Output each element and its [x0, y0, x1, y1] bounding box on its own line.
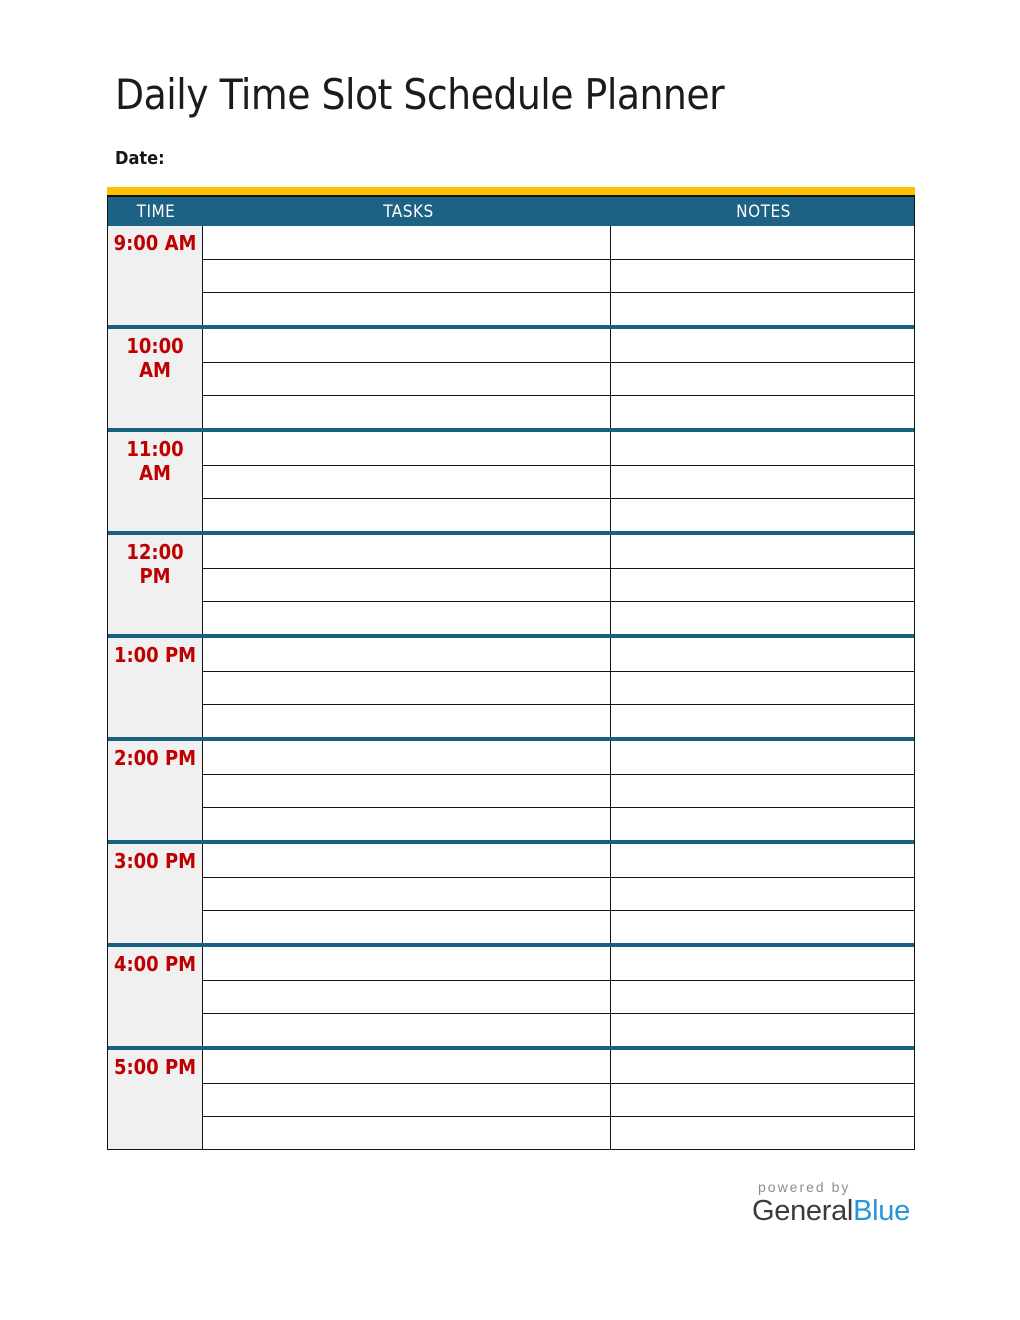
schedule-row: [203, 704, 914, 737]
task-cell: [203, 363, 611, 395]
task-rows: [203, 638, 914, 737]
note-cell: [611, 705, 914, 737]
task-rows: [203, 535, 914, 634]
task-cell: [203, 981, 611, 1013]
time-slot-block: [108, 432, 914, 535]
task-rows: [203, 741, 914, 840]
task-cell: [203, 672, 611, 704]
time-slot-block: [108, 1050, 914, 1150]
task-rows: [203, 844, 914, 943]
schedule-row: [203, 638, 914, 671]
note-cell: [611, 569, 914, 601]
schedule-row: [203, 432, 914, 465]
note-cell: [611, 293, 914, 325]
time-slot-label: 4:00 PM: [108, 947, 203, 1046]
task-cell: [203, 396, 611, 428]
note-cell: [611, 602, 914, 634]
task-cell: [203, 569, 611, 601]
note-cell: [611, 878, 914, 910]
note-cell: [611, 363, 914, 395]
schedule-row: [203, 362, 914, 395]
note-cell: [611, 329, 914, 362]
note-cell: [611, 1084, 914, 1116]
schedule-row: [203, 498, 914, 531]
task-cell: [203, 293, 611, 325]
task-rows: [203, 329, 914, 428]
task-cell: [203, 1084, 611, 1116]
note-cell: [611, 1117, 914, 1149]
note-cell: [611, 535, 914, 568]
schedule-row: [203, 844, 914, 877]
note-cell: [611, 844, 914, 877]
schedule-row: [203, 568, 914, 601]
task-cell: [203, 226, 611, 259]
header-cell-time: TIME: [136, 201, 176, 222]
task-cell: [203, 432, 611, 465]
schedule-row: [203, 601, 914, 634]
brand-footer: [752, 1179, 910, 1228]
time-slot-block: [108, 844, 914, 947]
schedule-row: [203, 226, 914, 259]
schedule-row: [203, 741, 914, 774]
note-cell: [611, 947, 914, 980]
schedule-row: [203, 1083, 914, 1116]
schedule-row: [203, 465, 914, 498]
task-rows: [203, 432, 914, 531]
task-cell: [203, 705, 611, 737]
brand-segment: Blue: [853, 1195, 910, 1227]
note-cell: [611, 466, 914, 498]
time-slot-label: 5:00 PM: [108, 1050, 203, 1149]
note-cell: [611, 741, 914, 774]
task-cell: [203, 911, 611, 943]
schedule-row: [203, 671, 914, 704]
schedule-row: [203, 807, 914, 840]
task-cell: [203, 1117, 611, 1149]
note-cell: [611, 226, 914, 259]
note-cell: [611, 981, 914, 1013]
powered-by-text: powered by: [758, 1179, 851, 1195]
time-slot-label: 9:00 AM: [108, 226, 203, 325]
schedule-row: [203, 259, 914, 292]
brand-wordmark: [752, 1196, 910, 1228]
time-slot-block: [108, 638, 914, 741]
date-label: Date:: [115, 148, 165, 169]
time-slot-block: [108, 947, 914, 1050]
schedule-row: [203, 1116, 914, 1149]
brand-segment: General: [752, 1195, 854, 1227]
task-cell: [203, 535, 611, 568]
task-cell: [203, 1014, 611, 1046]
task-cell: [203, 775, 611, 807]
task-cell: [203, 878, 611, 910]
time-slot-label: 1:00 PM: [108, 638, 203, 737]
time-slot-block: [108, 226, 914, 329]
schedule-row: [203, 947, 914, 980]
schedule-row: [203, 395, 914, 428]
task-cell: [203, 638, 611, 671]
schedule-table: [107, 187, 915, 1150]
header-cell-tasks: TASKS: [383, 201, 434, 222]
note-cell: [611, 396, 914, 428]
task-cell: [203, 1050, 611, 1083]
time-slot-block: [108, 329, 914, 432]
note-cell: [611, 499, 914, 531]
header-cell-notes: NOTES: [736, 201, 791, 222]
task-rows: [203, 226, 914, 325]
note-cell: [611, 260, 914, 292]
schedule-row: [203, 980, 914, 1013]
task-cell: [203, 260, 611, 292]
task-rows: [203, 1050, 914, 1149]
time-slot-label: 3:00 PM: [108, 844, 203, 943]
time-slot-block: [108, 741, 914, 844]
note-cell: [611, 775, 914, 807]
time-slot-label: 12:00 PM: [108, 535, 203, 634]
table-header: [107, 197, 915, 226]
note-cell: [611, 1014, 914, 1046]
note-cell: [611, 672, 914, 704]
note-cell: [611, 1050, 914, 1083]
task-cell: [203, 329, 611, 362]
task-rows: [203, 947, 914, 1046]
task-cell: [203, 499, 611, 531]
time-slot-label: 10:00 AM: [108, 329, 203, 428]
page-title: Daily Time Slot Schedule Planner: [115, 70, 725, 119]
task-cell: [203, 466, 611, 498]
slot-blocks: [107, 226, 915, 1150]
schedule-row: [203, 877, 914, 910]
schedule-row: [203, 774, 914, 807]
note-cell: [611, 432, 914, 465]
task-cell: [203, 741, 611, 774]
schedule-row: [203, 292, 914, 325]
note-cell: [611, 808, 914, 840]
note-cell: [611, 911, 914, 943]
schedule-row: [203, 535, 914, 568]
time-slot-label: 11:00 AM: [108, 432, 203, 531]
note-cell: [611, 638, 914, 671]
task-cell: [203, 947, 611, 980]
task-cell: [203, 602, 611, 634]
accent-bar: [107, 187, 915, 197]
schedule-row: [203, 329, 914, 362]
task-cell: [203, 808, 611, 840]
schedule-row: [203, 1050, 914, 1083]
schedule-row: [203, 1013, 914, 1046]
time-slot-label: 2:00 PM: [108, 741, 203, 840]
time-slot-block: [108, 535, 914, 638]
schedule-row: [203, 910, 914, 943]
task-cell: [203, 844, 611, 877]
